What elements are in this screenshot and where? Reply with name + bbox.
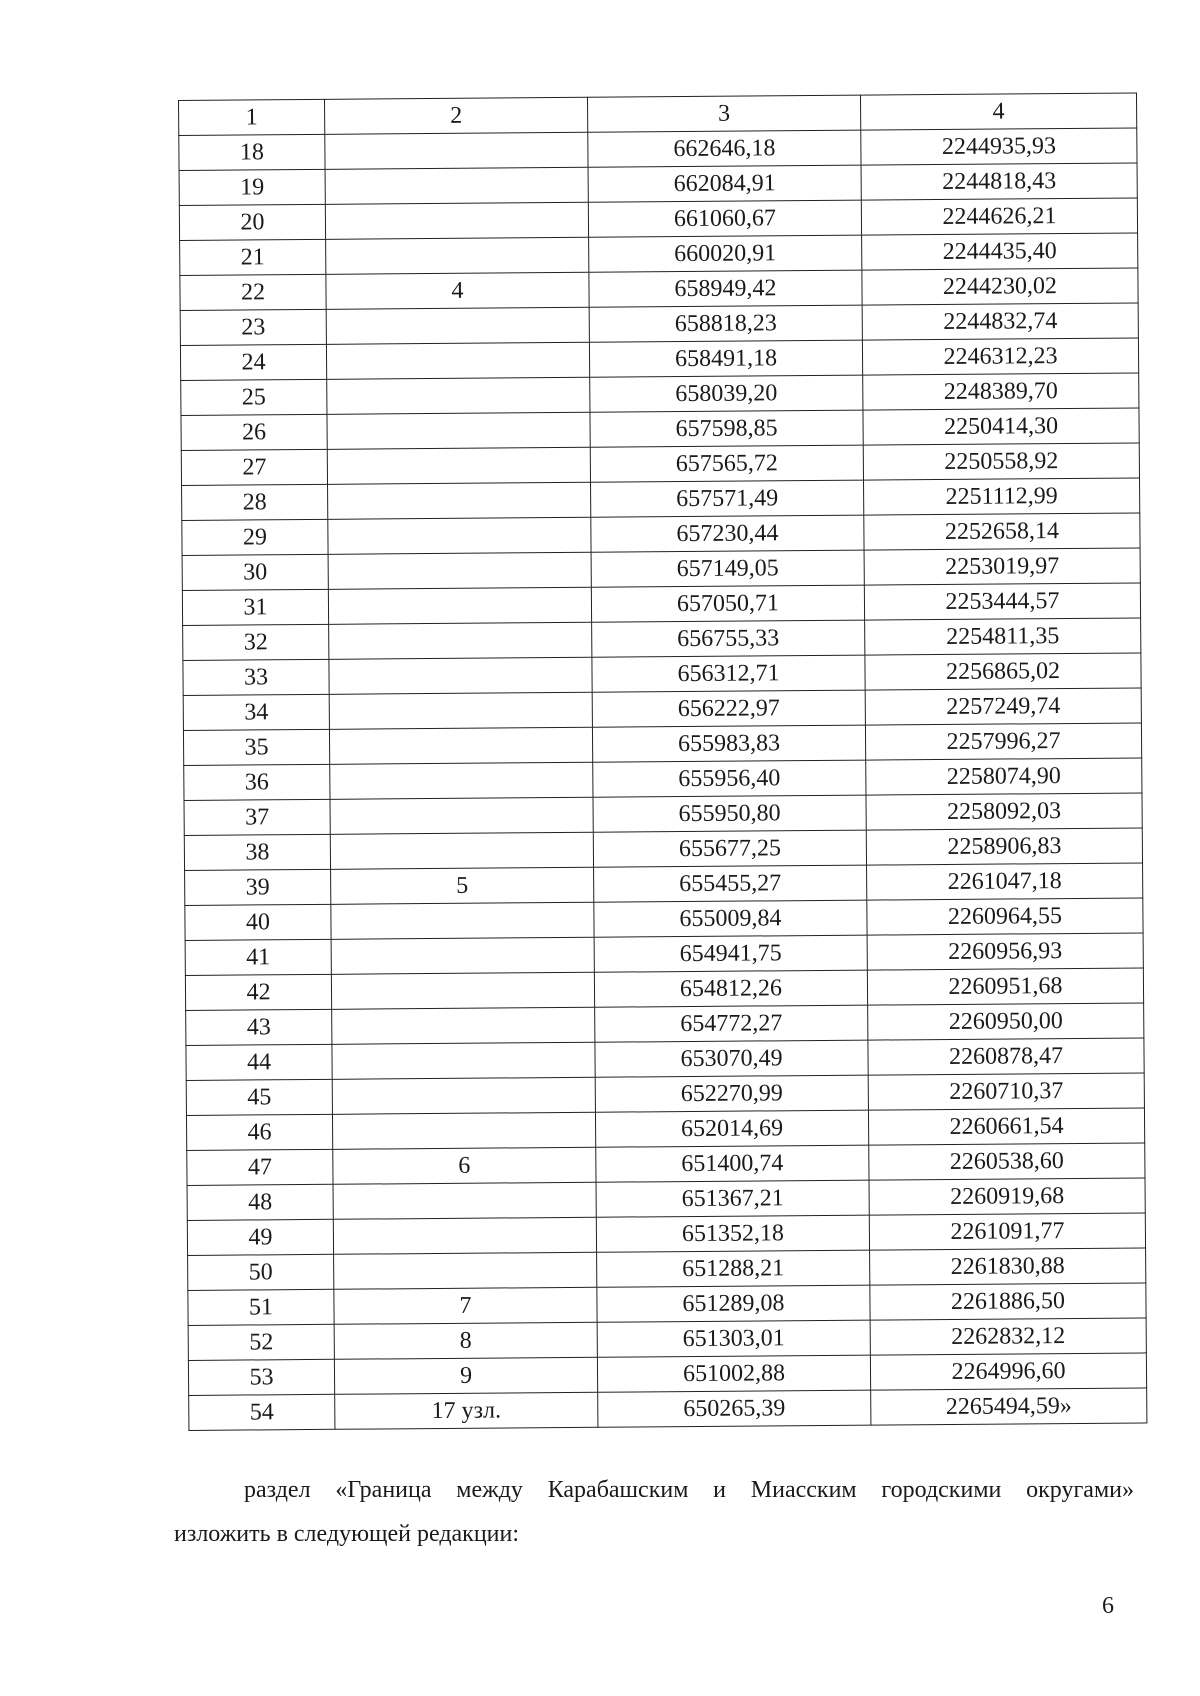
cell-node-number — [329, 727, 592, 764]
cell-point-number: 53 — [188, 1359, 334, 1395]
coordinates-table-body — [179, 93, 1147, 1430]
cell-coordinate-y: 2257249,74 — [865, 688, 1141, 725]
cell-point-number: 28 — [182, 484, 328, 520]
cell-point-number: 18 — [179, 134, 325, 170]
cell-coordinate-y: 2244435,40 — [862, 233, 1138, 270]
cell-node-number — [333, 1182, 596, 1219]
cell-point-number: 40 — [185, 904, 331, 940]
cell-point-number: 50 — [188, 1254, 334, 1290]
cell-point-number: 54 — [189, 1394, 335, 1430]
cell-point-number: 34 — [183, 694, 329, 730]
cell-coordinate-x: 654941,75 — [594, 935, 867, 972]
section-paragraph-line-2: изложить в следующей редакции: — [174, 1521, 520, 1547]
cell-point-number: 45 — [186, 1079, 332, 1115]
cell-coordinate-y: 2260661,54 — [868, 1108, 1144, 1145]
cell-point-number: 52 — [188, 1324, 334, 1360]
cell-coordinate-x: 657149,05 — [591, 550, 864, 587]
cell-coordinate-x: 658949,42 — [589, 270, 862, 307]
cell-node-number: 17 узл. — [335, 1392, 598, 1429]
cell-point-number: 48 — [187, 1184, 333, 1220]
cell-point-number: 43 — [186, 1009, 332, 1045]
cell-coordinate-x: 652014,69 — [595, 1110, 868, 1147]
cell-coordinate-y: 2244818,43 — [861, 163, 1137, 200]
cell-coordinate-y: 2250558,92 — [863, 443, 1139, 480]
header-cell-point-number: 1 — [179, 99, 325, 135]
cell-coordinate-y: 2258074,90 — [866, 758, 1142, 795]
cell-coordinate-y: 2253444,57 — [864, 583, 1140, 620]
cell-node-number — [334, 1252, 597, 1289]
cell-coordinate-x: 654772,27 — [595, 1005, 868, 1042]
cell-node-number — [329, 692, 592, 729]
cell-node-number — [328, 517, 591, 554]
cell-node-number — [331, 902, 594, 939]
cell-coordinate-y: 2261091,77 — [869, 1213, 1145, 1250]
cell-coordinate-x: 656222,97 — [592, 690, 865, 727]
cell-point-number: 22 — [180, 274, 326, 310]
cell-coordinate-x: 662646,18 — [588, 130, 861, 167]
cell-point-number: 20 — [179, 204, 325, 240]
cell-coordinate-x: 654812,26 — [594, 970, 867, 1007]
cell-coordinate-y: 2260956,93 — [867, 933, 1143, 970]
page-number: 6 — [1102, 1593, 1114, 1619]
cell-coordinate-y: 2265494,59» — [871, 1388, 1147, 1425]
cell-node-number: 9 — [334, 1357, 597, 1394]
cell-coordinate-y: 2254811,35 — [865, 618, 1141, 655]
cell-coordinate-x: 657230,44 — [591, 515, 864, 552]
cell-node-number — [326, 307, 589, 344]
cell-coordinate-y: 2256865,02 — [865, 653, 1141, 690]
cell-coordinate-y: 2260964,55 — [867, 898, 1143, 935]
cell-point-number: 30 — [182, 554, 328, 590]
cell-point-number: 27 — [181, 449, 327, 485]
cell-node-number — [331, 937, 594, 974]
cell-coordinate-x: 651288,21 — [597, 1250, 870, 1287]
cell-coordinate-x: 658491,18 — [589, 340, 862, 377]
cell-node-number: 6 — [333, 1147, 596, 1184]
cell-coordinate-y: 2257996,27 — [865, 723, 1141, 760]
header-cell-node-number: 2 — [324, 97, 587, 134]
cell-point-number: 23 — [180, 309, 326, 345]
cell-node-number — [326, 342, 589, 379]
cell-coordinate-x: 655983,83 — [592, 725, 865, 762]
cell-node-number — [332, 1042, 595, 1079]
cell-coordinate-x: 652270,99 — [595, 1075, 868, 1112]
cell-coordinate-y: 2244832,74 — [862, 303, 1138, 340]
cell-coordinate-y: 2260710,37 — [868, 1073, 1144, 1110]
cell-point-number: 49 — [187, 1219, 333, 1255]
cell-coordinate-y: 2244935,93 — [861, 128, 1137, 165]
cell-node-number — [332, 1007, 595, 1044]
cell-coordinate-x: 656755,33 — [592, 620, 865, 657]
cell-node-number — [328, 587, 591, 624]
cell-point-number: 47 — [187, 1149, 333, 1185]
cell-coordinate-y: 2248389,70 — [863, 373, 1139, 410]
cell-coordinate-x: 657050,71 — [591, 585, 864, 622]
cell-coordinate-x: 661060,67 — [588, 200, 861, 237]
cell-coordinate-x: 662084,91 — [588, 165, 861, 202]
cell-coordinate-y: 2260951,68 — [867, 968, 1143, 1005]
cell-coordinate-y: 2260538,60 — [869, 1143, 1145, 1180]
cell-node-number — [325, 167, 588, 204]
cell-coordinate-x: 655677,25 — [593, 830, 866, 867]
cell-coordinate-x: 651303,01 — [597, 1320, 870, 1357]
cell-coordinate-x: 655950,80 — [593, 795, 866, 832]
cell-coordinate-y: 2244626,21 — [861, 198, 1137, 235]
cell-point-number: 21 — [180, 239, 326, 275]
cell-point-number: 35 — [183, 729, 329, 765]
cell-coordinate-y: 2258092,03 — [866, 793, 1142, 830]
cell-node-number: 7 — [334, 1287, 597, 1324]
cell-coordinate-x: 655956,40 — [593, 760, 866, 797]
cell-coordinate-y: 2264996,60 — [870, 1353, 1146, 1390]
cell-node-number: 4 — [326, 272, 589, 309]
cell-coordinate-y: 2261047,18 — [867, 863, 1143, 900]
cell-coordinate-y: 2253019,97 — [864, 548, 1140, 585]
cell-point-number: 29 — [182, 519, 328, 555]
cell-node-number — [327, 412, 590, 449]
cell-coordinate-x: 650265,39 — [598, 1390, 871, 1427]
cell-coordinate-y: 2251112,99 — [864, 478, 1140, 515]
cell-coordinate-x: 657598,85 — [590, 410, 863, 447]
cell-coordinate-x: 655455,27 — [594, 865, 867, 902]
table-row — [189, 1388, 1147, 1431]
cell-coordinate-y: 2258906,83 — [866, 828, 1142, 865]
cell-node-number: 5 — [331, 867, 594, 904]
cell-coordinate-x: 655009,84 — [594, 900, 867, 937]
cell-node-number — [325, 132, 588, 169]
cell-node-number — [333, 1217, 596, 1254]
cell-point-number: 42 — [185, 974, 331, 1010]
cell-coordinate-y: 2244230,02 — [862, 268, 1138, 305]
cell-point-number: 41 — [185, 939, 331, 975]
cell-coordinate-y: 2262832,12 — [870, 1318, 1146, 1355]
cell-node-number — [327, 447, 590, 484]
section-paragraph-line-1: раздел «Граница между Карабашским и Миасским городскими округами» — [244, 1477, 1134, 1503]
cell-coordinate-x: 660020,91 — [589, 235, 862, 272]
cell-point-number: 32 — [183, 624, 329, 660]
cell-coordinate-y: 2260919,68 — [869, 1178, 1145, 1215]
cell-point-number: 24 — [180, 344, 326, 380]
cell-node-number — [332, 1077, 595, 1114]
cell-coordinate-y: 2260878,47 — [868, 1038, 1144, 1075]
cell-point-number: 31 — [182, 589, 328, 625]
cell-coordinate-x: 658039,20 — [590, 375, 863, 412]
cell-node-number — [327, 377, 590, 414]
cell-coordinate-y: 2261886,50 — [870, 1283, 1146, 1320]
cell-node-number — [328, 482, 591, 519]
cell-point-number: 44 — [186, 1044, 332, 1080]
cell-coordinate-y: 2260950,00 — [868, 1003, 1144, 1040]
cell-coordinate-y: 2252658,14 — [864, 513, 1140, 550]
cell-node-number — [331, 972, 594, 1009]
cell-coordinate-x: 651289,08 — [597, 1285, 870, 1322]
cell-node-number — [329, 622, 592, 659]
cell-point-number: 38 — [184, 834, 330, 870]
cell-coordinate-y: 2246312,23 — [862, 338, 1138, 375]
cell-coordinate-x: 657565,72 — [590, 445, 863, 482]
cell-node-number — [325, 202, 588, 239]
cell-node-number — [330, 832, 593, 869]
cell-coordinate-x: 651367,21 — [596, 1180, 869, 1217]
cell-coordinate-x: 653070,49 — [595, 1040, 868, 1077]
cell-point-number: 25 — [181, 379, 327, 415]
cell-coordinate-y: 2250414,30 — [863, 408, 1139, 445]
cell-coordinate-x: 658818,23 — [589, 305, 862, 342]
cell-node-number — [326, 237, 589, 274]
cell-node-number — [330, 797, 593, 834]
cell-coordinate-x: 651352,18 — [596, 1215, 869, 1252]
cell-node-number — [328, 552, 591, 589]
cell-coordinate-x: 651400,74 — [596, 1145, 869, 1182]
cell-coordinate-x: 656312,71 — [592, 655, 865, 692]
cell-point-number: 39 — [185, 869, 331, 905]
cell-node-number: 8 — [334, 1322, 597, 1359]
cell-point-number: 33 — [183, 659, 329, 695]
header-cell-coordinate-y: 4 — [860, 93, 1136, 130]
cell-coordinate-x: 657571,49 — [591, 480, 864, 517]
cell-coordinate-x: 651002,88 — [597, 1355, 870, 1392]
cell-point-number: 19 — [179, 169, 325, 205]
cell-point-number: 37 — [184, 799, 330, 835]
cell-point-number: 26 — [181, 414, 327, 450]
cell-node-number — [330, 762, 593, 799]
cell-coordinate-y: 2261830,88 — [870, 1248, 1146, 1285]
cell-point-number: 36 — [184, 764, 330, 800]
cell-point-number: 51 — [188, 1289, 334, 1325]
cell-node-number — [329, 657, 592, 694]
header-cell-coordinate-x: 3 — [587, 95, 860, 132]
cell-node-number — [332, 1112, 595, 1149]
coordinates-table — [178, 92, 1147, 1430]
cell-point-number: 46 — [186, 1114, 332, 1150]
